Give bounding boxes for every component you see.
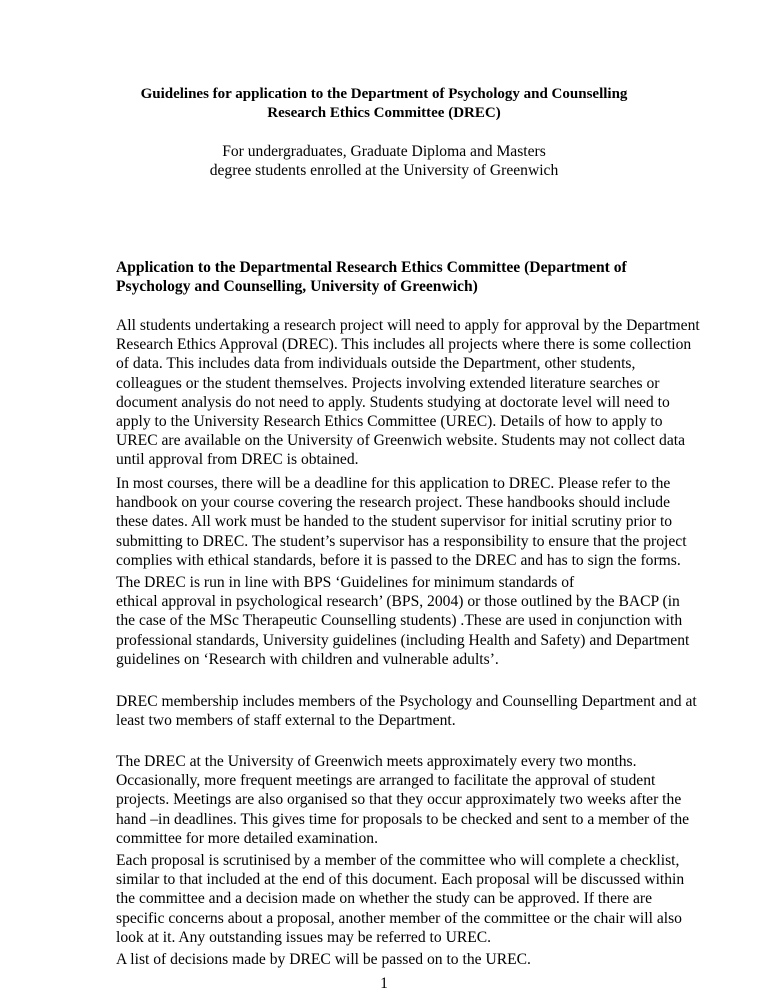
heading-line: Psychology and Counselling, University of Greenwich): [116, 278, 478, 295]
title-line: Research Ethics Committee (DREC): [267, 105, 501, 121]
paragraph-line: apply to the University Research Ethics Committee (UREC). Details of how to apply to: [116, 413, 663, 431]
subtitle-line: degree students enrolled at the University of Greenwich: [209, 162, 559, 179]
paragraph-line: submitting to DREC. The student’s supervisor has a responsibility to ensure that the project: [116, 532, 687, 550]
paragraph-line: colleagues or the student themselves. Projects involving extended literature searches or: [116, 374, 660, 392]
paragraph-line: hand –in deadlines. This gives time for proposals to be checked and sent to a member of the: [116, 810, 690, 828]
paragraph-line: professional standards, University guidelines (including Health and Safety) and Department: [116, 631, 690, 649]
paragraph-line: look at it. Any outstanding issues may be referred to UREC.: [116, 928, 492, 946]
paragraph-guidelines: [116, 573, 690, 669]
paragraph-line: A list of decisions made by DREC will be passed on to the UREC.: [116, 951, 531, 968]
paragraph-line: the case of the MSc Therapeutic Counselling students) .These are used in conjunction with: [116, 612, 683, 630]
title-line: Guidelines for application to the Department of Psychology and Counselling: [140, 86, 628, 102]
paragraph-line: The DREC at the University of Greenwich meets approximately every two months.: [116, 753, 637, 770]
paragraph-line: complies with ethical standards, before it is passed to the DREC and has to sign the forms.: [116, 551, 681, 569]
section-heading: [116, 258, 676, 296]
paragraph-line: Each proposal is scrutinised by a member of the committee who will complete a checklist,: [116, 852, 680, 869]
subtitle-line: For undergraduates, Graduate Diploma and Masters: [222, 143, 546, 160]
paragraph-line: UREC are available on the University of Greenwich website. Students may not collect data: [116, 432, 686, 450]
paragraph-line: projects. Meetings are also organised so that they occur approximately two weeks after the: [116, 791, 682, 809]
paragraph-decisions: [116, 950, 676, 969]
paragraph-line: guidelines on ‘Research with children and vulnerable adults’.: [116, 650, 499, 668]
paragraph-line: least two members of staff external to the Department.: [116, 712, 456, 730]
paragraph-line: these dates. All work must be handed to the student supervisor for initial scrutiny prior to: [116, 513, 673, 531]
paragraph-line: of data. This includes data from individuals outside the Department, other students,: [116, 355, 636, 373]
paragraph-line: similar to that included at the end of this document. Each proposal will be discussed within: [116, 871, 685, 889]
paragraph-line: handbook on your course covering the research project. These handbooks should include: [116, 494, 670, 512]
paragraph-line: Occasionally, more frequent meetings are arranged to facilitate the approval of student: [116, 772, 656, 790]
paragraph-line: Research Ethics Approval (DREC). This includes all projects where there is some collection: [116, 336, 692, 354]
paragraph-line: committee for more detailed examination.: [116, 829, 378, 847]
page-number: 1: [380, 975, 388, 992]
paragraph-line: ethical approval in psychological research’ (BPS, 2004) or those outlined by the BACP (in: [116, 593, 680, 611]
paragraph-line: until approval from DREC is obtained.: [116, 451, 359, 469]
paragraph-line: specific concerns about a proposal, another member of the committee or the chair will also: [116, 909, 682, 927]
paragraph-line: DREC membership includes members of the Psychology and Counselling Department and at: [116, 693, 697, 710]
paragraph-line: In most courses, there will be a deadline for this application to DREC. Please refer to the: [116, 475, 671, 492]
paragraph-line: The DREC is run in line with BPS ‘Guidelines for minimum standards of: [116, 574, 575, 591]
paragraph-line: All students undertaking a research project will need to apply for approval by the Department: [116, 317, 700, 334]
heading-line: Application to the Departmental Research Ethics Committee (Department of: [116, 259, 627, 276]
paragraph-meetings: [116, 752, 690, 848]
paragraph-deadlines: [116, 474, 687, 570]
paragraph-line: the committee and a decision made on whether the study can be approved. If there are: [116, 890, 653, 908]
paragraph-scrutiny: [116, 851, 685, 947]
paragraph-line: document analysis do not need to apply. Students studying at doctorate level will need to: [116, 393, 670, 411]
document-title: [100, 85, 668, 123]
paragraph-membership: [116, 692, 697, 730]
document-subtitle: [100, 142, 668, 180]
paragraph-application-scope: [116, 316, 700, 470]
